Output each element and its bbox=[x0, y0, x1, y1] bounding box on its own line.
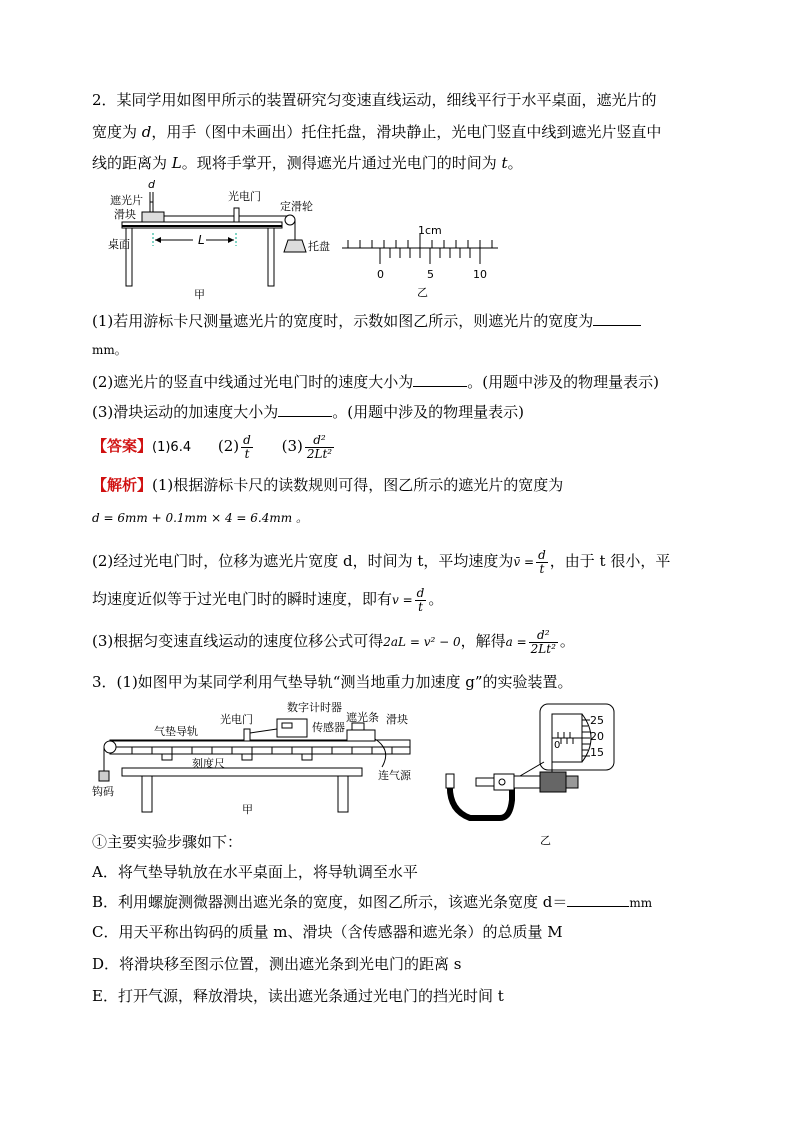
slider bbox=[347, 730, 375, 741]
label-tuopan: 托盘 bbox=[308, 240, 330, 253]
label-1cm: 1cm bbox=[418, 224, 442, 237]
q2-sub3: (3)滑块运动的加速度大小为 。(用题中涉及的物理量表示) bbox=[92, 403, 524, 421]
answer-blank-1[interactable] bbox=[593, 311, 641, 326]
label-shuzijishiqi: 数字计时器 bbox=[287, 701, 342, 714]
label-chuanganqi: 传感器 bbox=[312, 721, 345, 734]
analysis-label: 【解析】 bbox=[92, 476, 153, 494]
label-20: 20 bbox=[590, 730, 604, 743]
q3-step-b: B．利用螺旋测微器测出遮光条的宽度，如图乙所示，该遮光条宽度 d＝ mm bbox=[92, 893, 653, 911]
thimble bbox=[540, 772, 566, 792]
hook-weight bbox=[99, 771, 109, 781]
slider-block bbox=[142, 212, 164, 222]
answer-blank-d[interactable] bbox=[567, 892, 629, 907]
label-zhuomian: 桌面 bbox=[108, 238, 130, 251]
spindle bbox=[476, 778, 494, 786]
label-0: 0 bbox=[377, 268, 384, 281]
q2-answer: 【答案】(1)6.4 (2) $\frac{d}{t}$ (3) $\frac{\text{d²}}{\text{2Lt²}}$ bbox=[92, 432, 333, 461]
q2-sub2: (2)遮光片的竖直中线通过光电门时的速度大小为 。(用题中涉及的物理量表示) bbox=[92, 373, 659, 391]
q3-figure-jia bbox=[92, 695, 432, 820]
q2-analysis-2b: 均速度近似等于过光电门时的瞬时速度，即有v = $\frac{d}{t}$ 。 bbox=[92, 585, 444, 614]
q3-step-a: A．将气垫导轨放在水平桌面上，将导轨调至水平 bbox=[92, 863, 418, 881]
q2-analysis-2: (2)经过光电门时，位移为遮光片宽度 d，时间为 t，平均速度为v̄ = $\frac{d}{t}$ ，由于 t 很小，平 bbox=[92, 547, 671, 576]
pulley bbox=[104, 741, 116, 753]
photogate bbox=[234, 208, 239, 222]
answer-label: 【答案】 bbox=[92, 437, 153, 455]
q2-sub1-unit: mm。 bbox=[92, 343, 127, 357]
label-d: d bbox=[148, 178, 155, 191]
label-keduchi: 刻度尺 bbox=[192, 757, 225, 770]
q3-step-d: D．将滑块移至图示位置，测出遮光条到光电门的距离 s bbox=[92, 955, 462, 973]
label-guangdianmen: 光电门 bbox=[228, 190, 261, 203]
label-zheguangtiao: 遮光条 bbox=[346, 711, 379, 724]
q2-analysis-3: (3)根据匀变速直线运动的速度位移公式可得2aL = v² − 0，解得a = $\frac{\text{d²}}{\text{2Lt²}}$ 。 bbox=[92, 627, 575, 656]
table bbox=[122, 768, 362, 776]
label-10: 10 bbox=[473, 268, 487, 281]
photogate bbox=[244, 729, 250, 741]
q3-steps-title: ①主要实验步骤如下： bbox=[92, 833, 243, 851]
label-guangdianmen: 光电门 bbox=[220, 713, 253, 726]
q2-figure-yi-vernier bbox=[340, 220, 510, 300]
q2-figure-jia bbox=[108, 178, 348, 303]
ratchet bbox=[566, 776, 578, 788]
label-0: 0 bbox=[554, 740, 561, 751]
label-lianqiyuan: 连气源 bbox=[378, 769, 411, 782]
ans3-frac: $\frac{\text{d²}}{\text{2Lt²}}$ bbox=[306, 432, 333, 461]
label-jia: 甲 bbox=[242, 803, 253, 816]
anvil bbox=[446, 774, 454, 788]
pulley bbox=[285, 215, 295, 225]
label-huakuai: 滑块 bbox=[386, 713, 408, 726]
q3-step-e: E．打开气源，释放滑块，读出遮光条通过光电门的挡光时间 t bbox=[92, 987, 504, 1005]
sensor bbox=[352, 723, 364, 730]
ans2-frac: $\frac{d}{t}$ bbox=[243, 432, 251, 461]
label-yi: 乙 bbox=[417, 286, 428, 299]
label-zheguangpian: 遮光片 bbox=[110, 194, 143, 207]
q3-line1: 3．(1)如图甲为某同学利用气垫导轨“测当地重力加速度 g”的实验装置。 bbox=[92, 673, 573, 691]
label-gouma: 钩码 bbox=[92, 785, 114, 798]
q2-analysis-eq1: d = 6mm + 0.1mm × 4 = 6.4mm 。 bbox=[92, 511, 308, 525]
label-huakuai: 滑块 bbox=[114, 208, 136, 221]
shading-piece bbox=[150, 202, 153, 212]
label-25: 25 bbox=[590, 714, 604, 727]
answer-blank-3[interactable] bbox=[278, 402, 332, 417]
q2-line2: 宽度为 d，用手（图中未画出）托住托盘，滑块静止，光电门竖直中线到遮光片竖直中 bbox=[92, 123, 662, 141]
vernier-ticks bbox=[348, 234, 492, 264]
label-qidiandaogui: 气垫导轨 bbox=[154, 725, 198, 738]
label-L: L bbox=[198, 233, 205, 247]
label-dinghualun: 定滑轮 bbox=[280, 200, 313, 213]
label-yi: 乙 bbox=[540, 834, 551, 847]
tray bbox=[284, 240, 306, 252]
sleeve bbox=[514, 776, 540, 788]
q3-figure-yi-micrometer bbox=[440, 700, 620, 850]
label-15: 15 bbox=[590, 746, 604, 759]
answer-blank-2[interactable] bbox=[413, 372, 467, 387]
q2-sub1: (1)若用游标卡尺测量遮光片的宽度时，示数如图乙所示，则遮光片的宽度为 bbox=[92, 311, 702, 331]
q2-line3: 线的距离为 L。现将手掌开，测得遮光片通过光电门的时间为 t。 bbox=[92, 154, 523, 172]
q2-analysis-1: 【解析】(1)根据游标卡尺的读数规则可得，图乙所示的遮光片的宽度为 bbox=[92, 476, 564, 494]
q2-line1: 2．某同学用如图甲所示的装置研究匀变速直线运动，细线平行于水平桌面，遮光片的 bbox=[92, 91, 657, 109]
label-5: 5 bbox=[427, 268, 434, 281]
q3-step-c: C．用天平称出钩码的质量 m、滑块（含传感器和遮光条）的总质量 M bbox=[92, 923, 563, 941]
label-jia: 甲 bbox=[194, 288, 205, 301]
